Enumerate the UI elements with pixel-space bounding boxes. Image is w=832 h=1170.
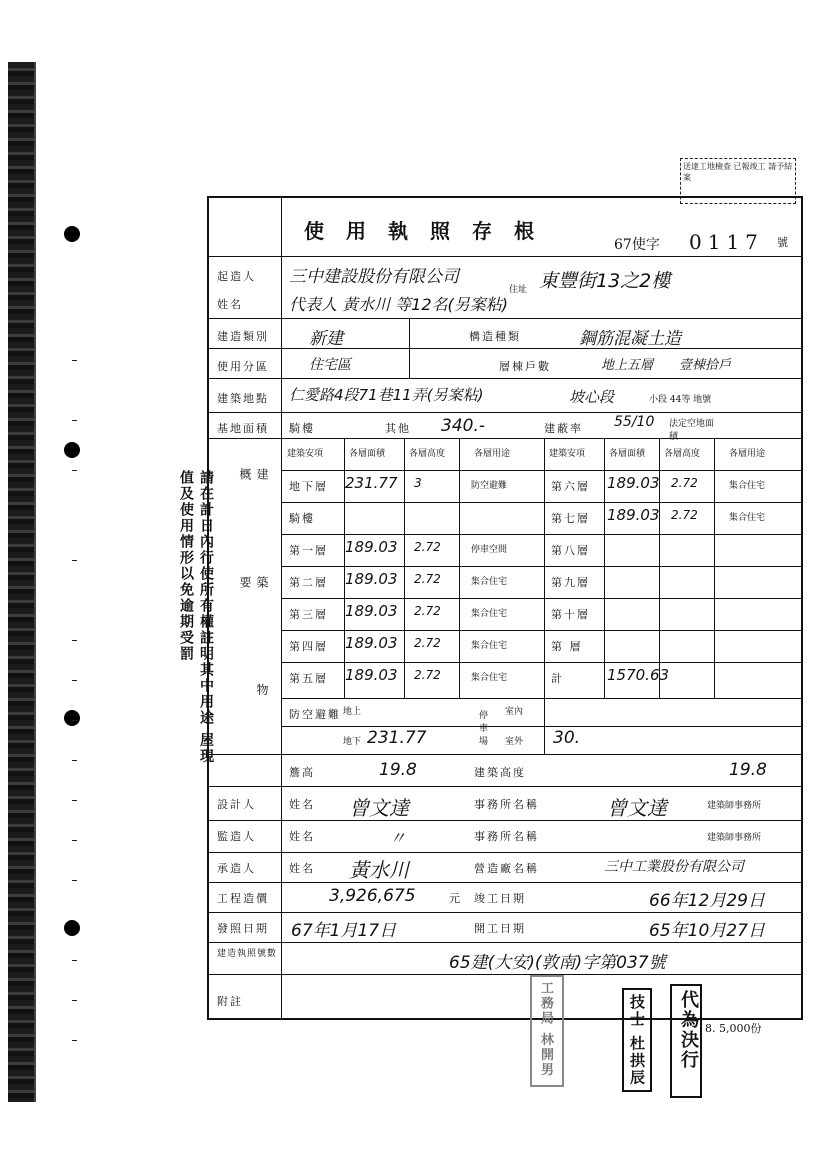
floor-area: 189.03	[345, 666, 398, 684]
eave-height-label: 簷高	[289, 766, 315, 779]
type-value: 新建	[309, 329, 343, 349]
floor-label: 第二層	[289, 576, 328, 589]
floor-label: 第十層	[551, 608, 590, 621]
designer-office-suffix: 建築師事務所	[707, 801, 762, 811]
supervisor-name: 〃	[389, 829, 406, 849]
designer-name-label: 姓名	[289, 798, 315, 811]
eave-height-value: 19.8	[379, 760, 417, 780]
floor-height: 2.72	[414, 668, 441, 682]
floors-label: 層棟戶數	[499, 360, 551, 373]
floor-label: 騎樓	[289, 512, 315, 525]
location-value: 仁愛路4段71巷11弄(另案粘)	[289, 386, 484, 404]
other-area-value: 340.-	[441, 416, 485, 436]
cost-unit: 元	[449, 892, 462, 905]
legal-space-label: 法定空地面積	[669, 419, 715, 442]
print-run-info: 8. 5,000份	[705, 1022, 762, 1035]
col-header: 各層高度	[409, 449, 446, 459]
other-area-label: 其他	[385, 422, 411, 435]
floor-height: 2.72	[414, 540, 441, 554]
coverage-label: 建蔽率	[544, 422, 583, 435]
margin-mark	[72, 420, 77, 421]
completed-value: 66年12月29日	[649, 891, 765, 911]
floor-area: 231.77	[345, 474, 398, 492]
floor-area: 189.03	[345, 634, 398, 652]
floor-use: 集合住宅	[471, 609, 508, 619]
cost-label: 工程造價	[217, 892, 269, 905]
row-divider	[281, 534, 801, 535]
col-header: 各層面積	[609, 449, 646, 459]
floor-area: 189.03	[345, 538, 398, 556]
row-divider	[281, 598, 801, 599]
address-label: 住址	[509, 285, 528, 295]
floor-area: 1570.63	[607, 666, 670, 684]
floor-area: 189.03	[345, 570, 398, 588]
permit-number-suffix: 號	[777, 236, 790, 249]
supervisor-label: 監造人	[217, 830, 256, 843]
applicant-representative: 代表人 黃水川 等12名(另案粘)	[289, 295, 509, 314]
applicant-address: 東豐街13之2樓	[539, 270, 671, 292]
row-divider	[281, 630, 801, 631]
zone-label: 使用分區	[217, 360, 269, 373]
applicant-label: 起造人	[217, 270, 256, 283]
designer-label: 設計人	[217, 798, 256, 811]
coverage-value: 55/10	[614, 414, 655, 430]
contractor-company: 三中工業股份有限公司	[604, 859, 744, 875]
floor-label: 第四層	[289, 640, 328, 653]
punch-hole-3	[64, 710, 80, 726]
contractor-label: 承造人	[217, 862, 256, 875]
designer-office-label: 事務所名稱	[474, 798, 539, 811]
col-header: 建築安項	[287, 449, 324, 459]
supervisor-office-label: 事務所名稱	[474, 830, 539, 843]
name-label: 姓名	[217, 298, 243, 311]
structure-value: 鋼筋混凝土造	[579, 329, 681, 349]
margin-mark	[72, 1000, 77, 1001]
floor-use: 集合住宅	[471, 641, 508, 651]
start-value: 65年10月27日	[649, 921, 765, 941]
parking-outdoor-label: 室外	[505, 737, 524, 747]
floor-label: 第 層	[551, 640, 583, 653]
floor-label: 第五層	[289, 672, 328, 685]
row-divider	[281, 662, 801, 663]
building-height-value: 19.8	[729, 760, 767, 780]
floor-use: 停車空間	[471, 545, 508, 555]
margin-mark	[72, 470, 77, 471]
building-overview-label: 建 築 物 概 要	[238, 468, 269, 742]
margin-mark	[72, 560, 77, 561]
floor-use: 集合住宅	[729, 481, 766, 491]
floor-height: 2.72	[414, 604, 441, 618]
engineer-stamp: 技士 杜拱辰	[622, 988, 652, 1092]
col-header: 各層面積	[349, 449, 386, 459]
punch-hole-1	[64, 226, 80, 242]
binding-spine	[8, 62, 34, 1102]
cost-value: 3,926,675	[329, 886, 416, 906]
floor-use: 集合住宅	[471, 577, 508, 587]
inspection-stamp: 送達工地檢查 已報竣工 請予結案	[680, 158, 796, 204]
parking-label: 停車場	[479, 711, 489, 747]
margin-mark	[72, 680, 77, 681]
structure-label: 構造種類	[469, 330, 521, 343]
floor-label: 第七層	[551, 512, 590, 525]
margin-mark	[72, 720, 77, 721]
type-label: 建造類別	[217, 330, 269, 343]
col-header: 建築安項	[549, 449, 586, 459]
punch-hole-2	[64, 442, 80, 458]
margin-mark	[72, 960, 77, 961]
issue-label: 發照日期	[217, 922, 269, 935]
note-label: 附註	[217, 995, 243, 1008]
floor-area: 189.03	[345, 602, 398, 620]
floor-label: 計	[551, 672, 564, 685]
col-header: 各層用途	[474, 449, 511, 459]
form-title: 使用執照存根	[304, 219, 556, 243]
floor-label: 第八層	[551, 544, 590, 557]
base-area-label: 基地面積	[217, 422, 269, 435]
zone-value: 住宅區	[309, 357, 351, 373]
completed-label: 竣工日期	[474, 892, 526, 905]
margin-mark	[72, 800, 77, 801]
building-height-label: 建築高度	[474, 766, 526, 779]
parking-indoor-label: 室內	[505, 707, 524, 717]
margin-mark	[72, 880, 77, 881]
row-divider	[281, 566, 801, 567]
supervisor-office-suffix: 建築師事務所	[707, 833, 762, 843]
margin-mark	[72, 1040, 77, 1041]
delegated-approval-stamp: 代為決行	[670, 984, 702, 1098]
margin-mark	[72, 640, 77, 641]
designer-office: 曾文達	[607, 796, 667, 820]
col-header: 各層高度	[664, 449, 701, 459]
side-note: 請在計日內行使所有權註明其中用途 屋現值及使用情形以免逾期受罰	[178, 470, 214, 765]
floor-height: 3	[414, 476, 422, 490]
floor-height: 2.72	[414, 636, 441, 650]
permit-stub-form	[207, 196, 803, 1020]
start-label: 開工日期	[474, 922, 526, 935]
floors-value: 地上五層	[601, 358, 654, 373]
binding-edge-line	[34, 62, 36, 1102]
floor-height: 2.72	[671, 476, 698, 490]
units-value: 壹棟拾戶	[679, 358, 732, 373]
contractor-name: 黃水川	[349, 858, 409, 882]
col-header: 各層用途	[729, 449, 766, 459]
contractor-name-label: 姓名	[289, 862, 315, 875]
floor-use: 集合住宅	[729, 513, 766, 523]
shelter-below-label: 地下	[343, 737, 362, 747]
floor-label: 第三層	[289, 608, 328, 621]
floor-use: 集合住宅	[471, 673, 508, 683]
issue-value: 67年1月17日	[291, 921, 397, 941]
contractor-factory-label: 營造廠名稱	[474, 862, 539, 875]
floor-use: 防空避難	[471, 481, 508, 491]
margin-mark	[72, 360, 77, 361]
floor-label: 第六層	[551, 480, 590, 493]
row-divider	[281, 502, 801, 503]
punch-hole-4	[64, 920, 80, 936]
arcade-area-label: 騎樓	[289, 422, 315, 435]
floor-height: 2.72	[414, 572, 441, 586]
shelter-below-value: 231.77	[367, 728, 427, 748]
shelter-label: 防空避難	[289, 708, 341, 721]
permit-number-label: 建造執照號數	[217, 949, 278, 959]
applicant-company: 三中建設股份有限公司	[289, 267, 459, 287]
permit-number-prefix: 67使字	[614, 237, 660, 253]
designer-name: 曾文達	[349, 796, 409, 820]
floor-label: 地下層	[289, 480, 328, 493]
location-label: 建築地點	[217, 392, 269, 405]
faded-office-stamp: 工務局 林開男	[530, 975, 564, 1087]
floor-label: 第一層	[289, 544, 328, 557]
floor-label: 第九層	[551, 576, 590, 589]
lot-section: 坡心段	[569, 388, 615, 406]
lot-subsection: 小段 44等 地號	[649, 395, 712, 405]
permit-number: 0117	[689, 230, 764, 254]
floor-height: 2.72	[671, 508, 698, 522]
floor-area: 189.03	[607, 506, 660, 524]
floor-area: 189.03	[607, 474, 660, 492]
parking-outdoor-value: 30.	[553, 728, 581, 748]
margin-mark	[72, 760, 77, 761]
permit-number-value: 65建(大安)(敦南)字第037號	[449, 953, 666, 973]
margin-mark	[72, 840, 77, 841]
shelter-above-label: 地上	[343, 707, 362, 717]
supervisor-name-label: 姓名	[289, 830, 315, 843]
